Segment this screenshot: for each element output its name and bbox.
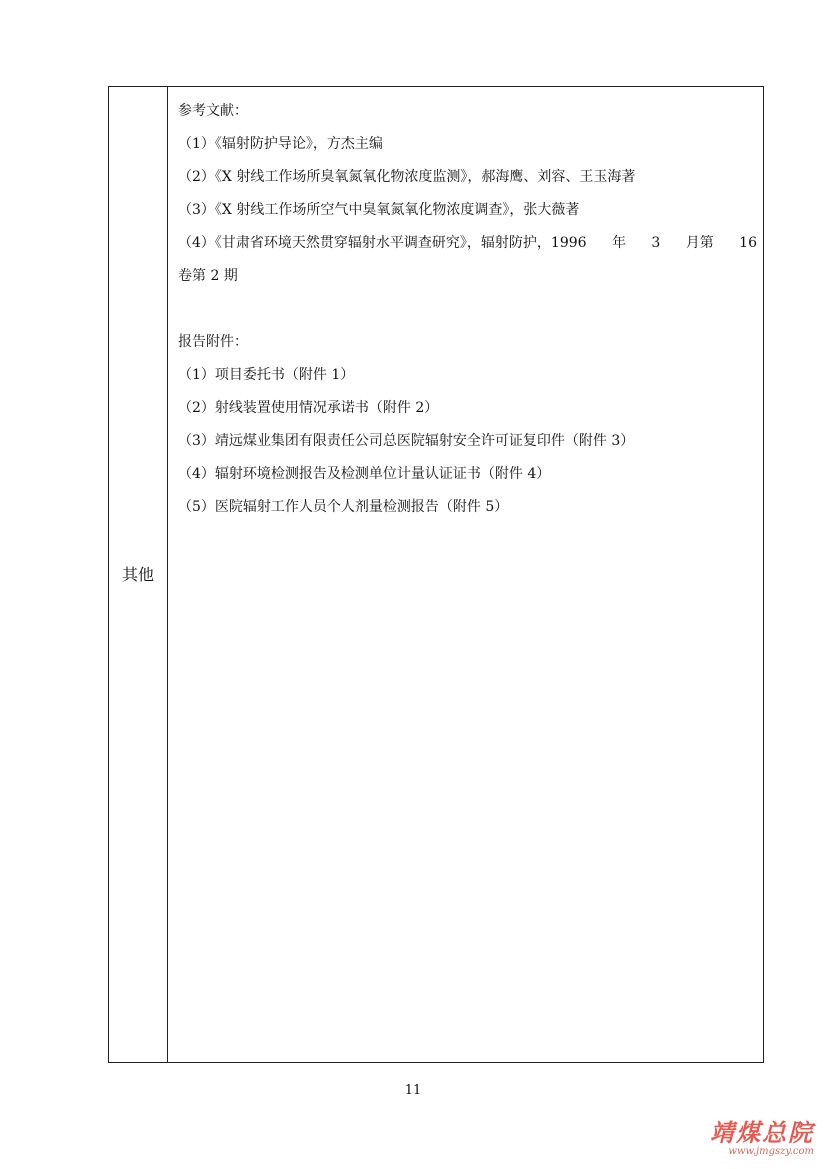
- attachment-item: （5）医院辐射工作人员个人剂量检测报告（附件 5）: [178, 499, 509, 515]
- watermark-title: 靖煤总院: [710, 1118, 814, 1147]
- attachments-heading: 报告附件：: [178, 334, 248, 350]
- row-label: 其他: [121, 565, 154, 584]
- reference-item-4-continued: 卷第 2 期: [178, 268, 238, 284]
- attachment-item: （3）靖远煤业集团有限责任公司总医院辐射安全许可证复印件（附件 3）: [178, 433, 635, 449]
- reference-item-4: [178, 227, 757, 260]
- attachment-item: （1）项目委托书（附件 1）: [178, 367, 355, 383]
- reference-item-4-month-word: 月第: [685, 235, 714, 251]
- attachment-item: （4）辐射环境检测报告及检测单位计量认证证书（附件 4）: [178, 466, 551, 482]
- reference-item-4-title: （4）《甘肃省环境天然贯穿辐射水平调查研究》，辐射防护，1996: [178, 235, 587, 251]
- blank-line: [178, 293, 757, 326]
- document-table: [108, 86, 764, 1063]
- content-cell: [178, 95, 757, 524]
- reference-item-4-year-word: 年: [611, 235, 626, 251]
- label-column: [109, 87, 168, 1062]
- reference-item: （1）《辐射防护导论》，方杰主编: [178, 136, 383, 152]
- watermark-url: www.jmgszy.com: [728, 1146, 814, 1157]
- reference-item: （2）《X 射线工作场所臭氧氮氧化物浓度监测》，郝海鹰、刘容、王玉海著: [178, 169, 636, 185]
- attachment-item: （2）射线装置使用情况承诺书（附件 2）: [178, 400, 439, 416]
- reference-item-4-volume: 16: [739, 235, 757, 251]
- references-heading: 参考文献：: [178, 103, 248, 119]
- watermark: [710, 1118, 814, 1158]
- reference-item-4-month: 3: [651, 235, 661, 251]
- page-number: 11: [404, 1083, 422, 1098]
- reference-item: （3）《X 射线工作场所空气中臭氧氮氧化物浓度调查》，张大薇著: [178, 202, 580, 218]
